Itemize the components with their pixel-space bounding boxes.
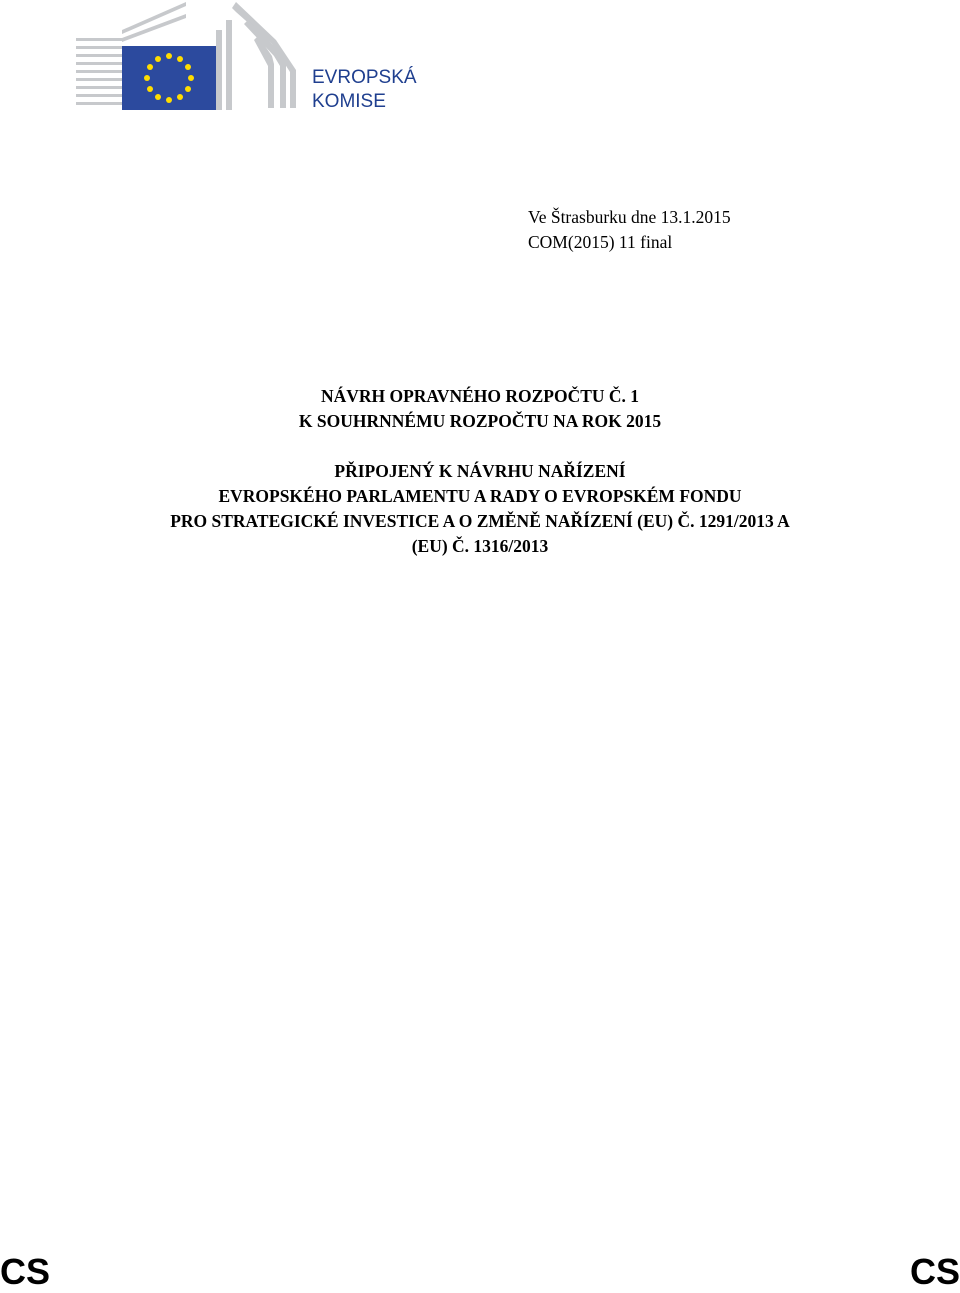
- subtitle-line-1: PŘIPOJENÝ K NÁVRHU NAŘÍZENÍ: [334, 461, 626, 481]
- organization-name: [312, 66, 417, 114]
- subtitle-line-4: (EU) Č. 1316/2013: [411, 536, 549, 556]
- subtitle-line-2: EVROPSKÉHO PARLAMENTU A RADY O EVROPSKÉM FONDU: [218, 486, 742, 506]
- title-line-2: K SOUHRNNÉMU ROZPOČTU NA ROK 2015: [298, 411, 662, 431]
- org-name-line-1: EVROPSKÁ: [312, 67, 417, 88]
- title-line-1: NÁVRH OPRAVNÉHO ROZPOČTU Č. 1: [320, 386, 640, 406]
- document-subtitle: [60, 459, 900, 559]
- document-title-block: [60, 384, 900, 559]
- document-reference: COM(2015) 11 final: [528, 232, 673, 252]
- place-and-date: Ve Štrasburku dne 13.1.2015: [528, 207, 731, 227]
- european-commission-logo: [76, 0, 298, 112]
- org-name-line-2: KOMISE: [312, 91, 386, 112]
- subtitle-line-3: PRO STRATEGICKÉ INVESTICE A O ZMĚNĚ NAŘÍZENÍ (EU) Č. 1291/2013 A: [170, 511, 790, 531]
- document-meta: [528, 205, 731, 255]
- language-code-right: CS: [909, 1251, 960, 1292]
- language-code-left: CS: [0, 1251, 51, 1292]
